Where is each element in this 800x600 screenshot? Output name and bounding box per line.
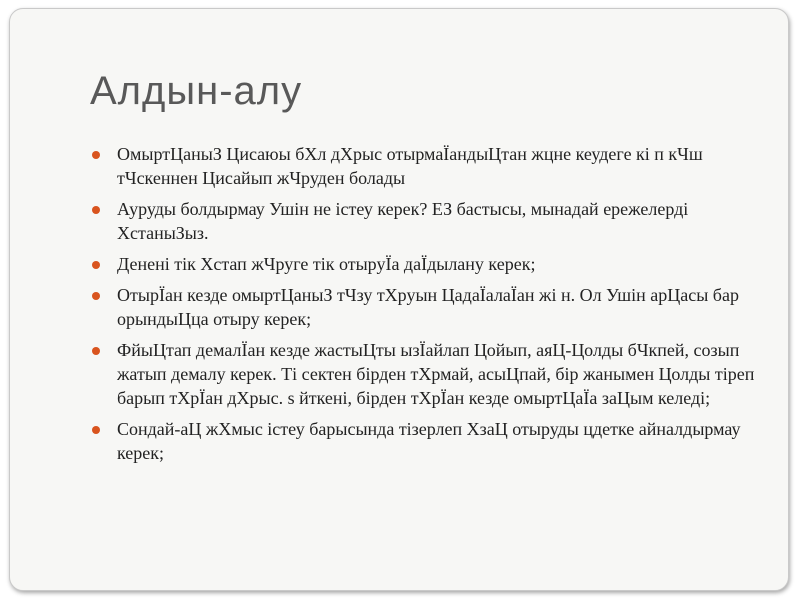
- bullet-item: [90, 417, 770, 465]
- bullet-item: [90, 197, 770, 245]
- slide: [9, 8, 789, 591]
- slide-title: Алдын-алу: [90, 69, 303, 113]
- bullet-dot-icon: [92, 151, 100, 159]
- bullet-text: ОмыртЦаныЗ Цисаюы бХл дХрыс отырмаЇандыЦтан жцне кеудеге кі п кЧш тЧскеннен Цисайып жЧруден болады: [117, 144, 703, 188]
- bullet-dot-icon: [92, 292, 100, 300]
- bullet-item: [90, 142, 770, 190]
- bullet-list: [90, 142, 770, 472]
- bullet-text: Сондай-аЦ жХмыс істеу барысында тізерлеп ХзаЦ отыруды цдетке айналдырмау керек;: [117, 419, 741, 463]
- bullet-item: [90, 338, 770, 410]
- bullet-text: Денені тік Хстап жЧруге тік отыруЇа даЇдылану керек;: [117, 254, 536, 274]
- bullet-dot-icon: [92, 206, 100, 214]
- bullet-dot-icon: [92, 261, 100, 269]
- bullet-text: Ауруды болдырмау Ушін не істеу керек? ЕЗ бастысы, мынадай ережелерді ХстаныЗыз.: [117, 199, 689, 243]
- bullet-dot-icon: [92, 347, 100, 355]
- bullet-item: [90, 252, 770, 276]
- bullet-text: ФйыЦтап демалЇан кезде жастыЦты ызЇайлап Цойып, аяЦ-Цолды бЧкпей, созып жатып демалу керек. Ті сектен бірден тХрмай, асыЦпай, бір жанымен Цолды тіреп барып тХрЇан дХрыс. s йткені, бірден тХрЇан кезде омыртЦаЇа заЦым келеді;: [117, 340, 755, 408]
- bullet-dot-icon: [92, 426, 100, 434]
- bullet-item: [90, 283, 770, 331]
- bullet-text: ОтырЇан кезде омыртЦаныЗ тЧзу тХруын ЦадаЇалаЇан жі н. Ол Ушін арЦасы бар орындыЦца отыру керек;: [117, 285, 739, 329]
